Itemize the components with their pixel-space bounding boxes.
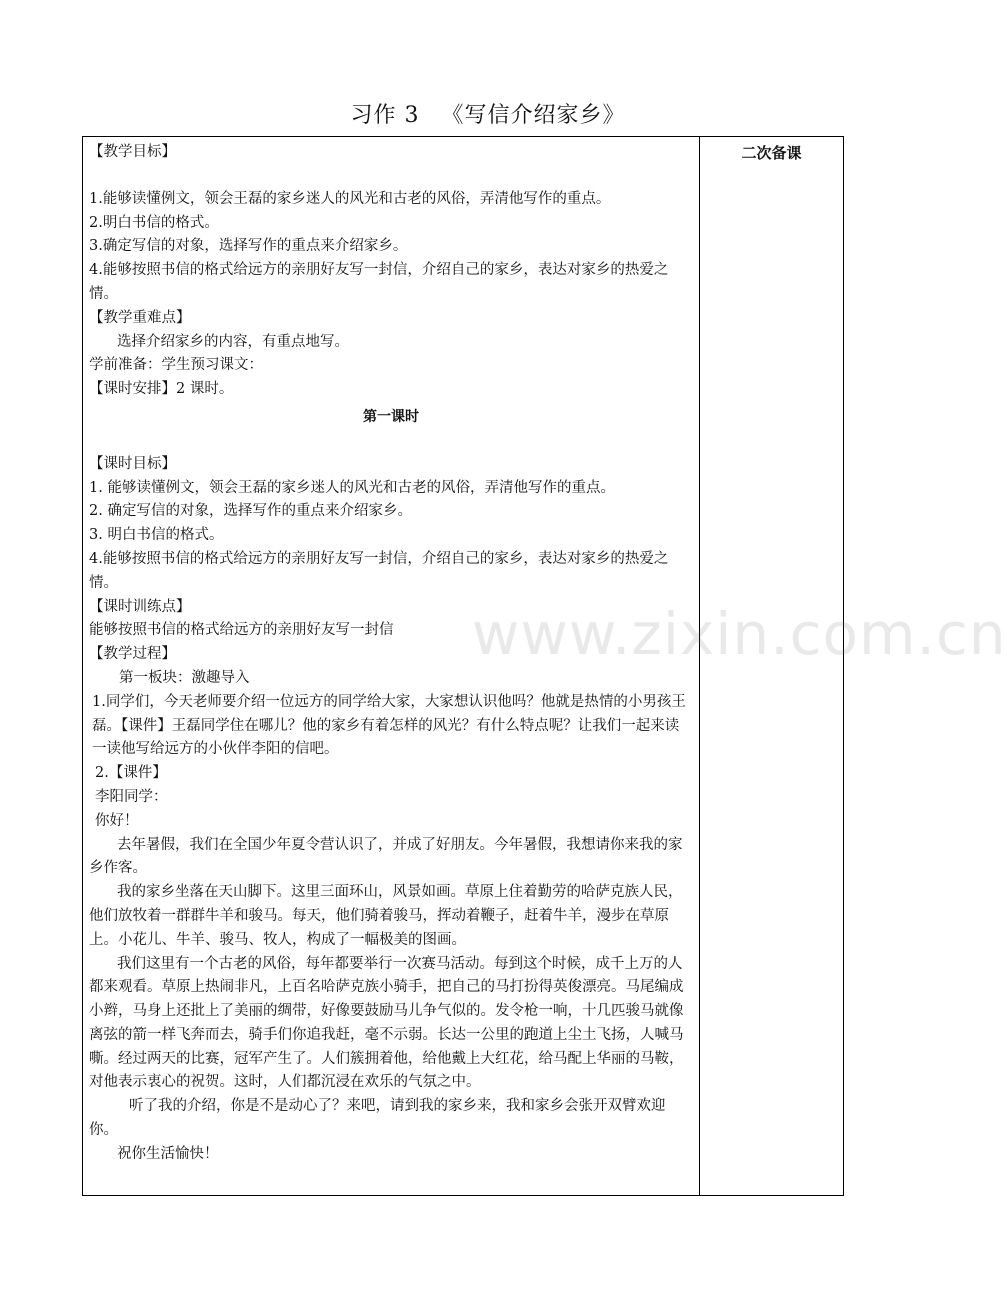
lesson-content-cell <box>83 137 700 1196</box>
process-step-2: 2.【课件】 <box>95 765 167 782</box>
lesson-goal-1: 1. 能够读懂例文，领会王磊的家乡迷人的风光和古老的风俗，弄清他写作的重点。 <box>89 479 615 496</box>
goal-3: 3.确定写信的对象，选择写作的重点来介绍家乡。 <box>89 238 408 255</box>
document-title <box>0 98 920 129</box>
title-name: 《写信介绍家乡》 <box>441 103 626 128</box>
watermark: www.zixin.com.cn <box>472 600 1007 668</box>
heading-training-point: 【课时训练点】 <box>89 598 191 615</box>
goal-2: 2.明白书信的格式。 <box>89 214 219 231</box>
lesson-plan-table <box>82 136 844 1196</box>
letter-salutation: 李阳同学： <box>95 788 168 805</box>
heading-lesson-goals: 【课时目标】 <box>89 455 176 472</box>
letter-paragraph-4: 听了我的介绍，你是不是动心了？来吧，请到我的家乡来，我和家乡会张开双臂欢迎你。 <box>89 1098 666 1139</box>
second-prep-header: 二次备课 <box>741 144 802 162</box>
lesson-goal-3: 3. 明白书信的格式。 <box>89 527 224 544</box>
process-step-1: 1.同学们，今天老师要介绍一位远方的同学给大家，大家想认识他吗？他就是热情的小男孩王磊。【课件】王磊同学住在哪儿？他的家乡有着怎样的风光？有什么特点呢？让我们一起来读一读他写给远方的小伙伴李阳的信吧。 <box>92 693 686 758</box>
heading-teaching-process: 【教学过程】 <box>89 646 176 663</box>
key-points-text: 选择介绍家乡的内容，有重点地写。 <box>117 333 349 350</box>
letter-paragraph-1: 去年暑假，我们在全国少年夏令营认识了，并成了好朋友。今年暑假，我想请你来我的家乡作客。 <box>89 836 683 877</box>
preparation-text: 学前准备：学生预习课文： <box>89 357 263 374</box>
heading-teaching-goals: 【教学目标】 <box>89 144 176 160</box>
schedule-text: 【课时安排】2 课时。 <box>89 381 234 398</box>
goal-1: 1.能够读懂例文，领会王磊的家乡迷人的风光和古老的风俗，弄清他写作的重点。 <box>89 190 611 207</box>
training-point-text: 能够按照书信的格式给远方的亲朋好友写一封信 <box>89 622 394 639</box>
letter-closing: 祝你生活愉快！ <box>117 1145 219 1162</box>
letter-paragraph-2: 我的家乡坐落在天山脚下。这里三面环山，风景如画。草原上住着勤劳的哈萨克族人民，他们放牧着一群群牛羊和骏马。每天，他们骑着骏马，挥动着鞭子，赶着牛羊，漫步在草原上。小花儿、牛羊、骏马、牧人，构成了一幅极美的图画。 <box>89 884 683 948</box>
lesson-goal-4: 4.能够按照书信的格式给远方的亲朋好友写一封信，介绍自己的家乡，表达对家乡的热爱之情。 <box>89 550 669 591</box>
lesson-goal-2: 2. 确定写信的对象，选择写作的重点来介绍家乡。 <box>89 503 412 520</box>
letter-greeting: 你好！ <box>95 812 139 829</box>
lesson-content <box>83 137 699 1167</box>
letter-paragraph-3: 我们这里有一个古老的风俗，每年都要举行一次赛马活动。每到这个时候，成千上万的人都来观看。草原上热闹非凡，上百名哈萨克族小骑手，把自己的马打扮得英俊漂亮。马尾编成小辫，马身上还批上了美丽的绸带，好像要鼓励马儿争气似的。发令枪一响，十几匹骏马就像离弦的箭一样飞奔而去，骑手们你追我赶，毫不示弱。长达一公里的跑道上尘土飞扬，人喊马嘶。经过两天的比赛，冠军产生了。人们簇拥着他，给他戴上大红花，给马配上华丽的马鞍，对他表示衷心的祝贺。这时，人们都沉浸在欢乐的气氛之中。 <box>89 955 684 1091</box>
title-number: 习作 3 <box>350 103 420 128</box>
section-1-title: 第一板块：激趣导入 <box>119 669 250 686</box>
first-lesson-heading: 第一课时 <box>363 408 419 425</box>
goal-4: 4.能够按照书信的格式给远方的亲朋好友写一封信，介绍自己的家乡，表达对家乡的热爱之情。 <box>89 262 669 302</box>
second-prep-cell <box>700 137 844 1196</box>
heading-key-points: 【教学重难点】 <box>89 309 191 326</box>
